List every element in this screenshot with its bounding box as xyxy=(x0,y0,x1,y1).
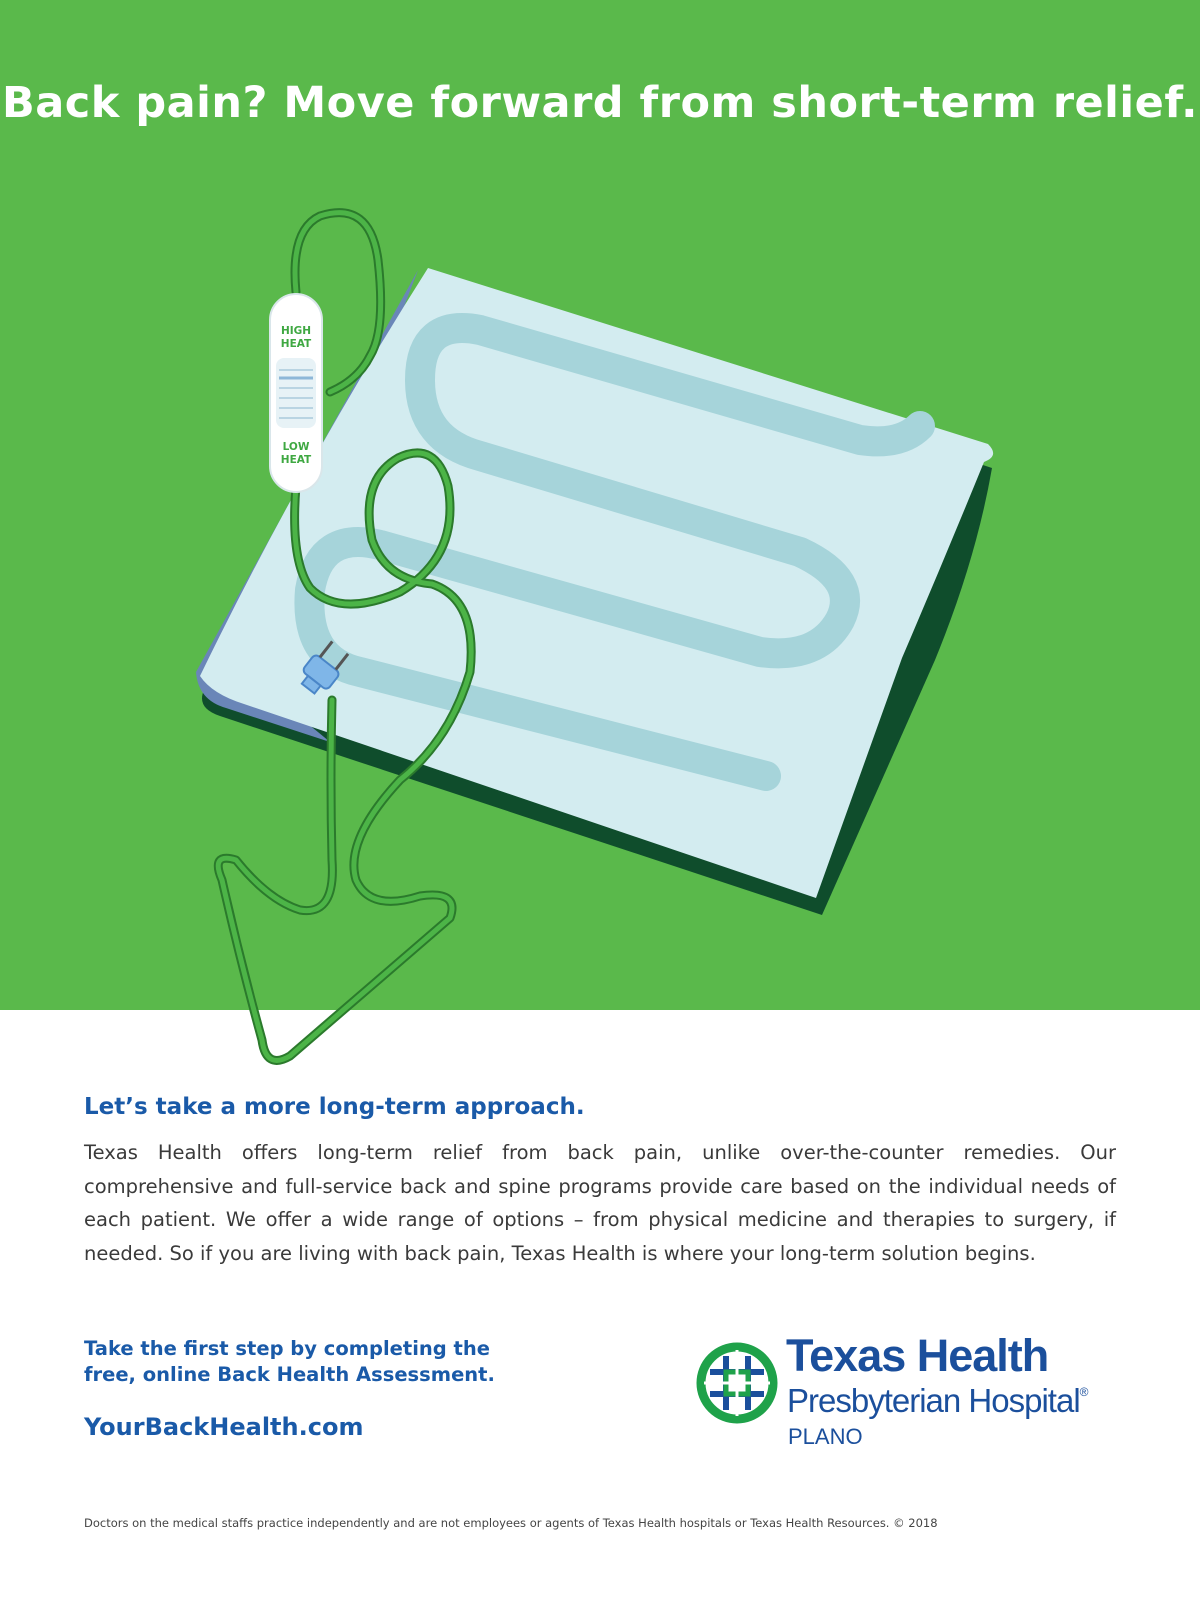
heat-controller xyxy=(270,294,322,492)
registered-mark: ® xyxy=(1079,1385,1088,1399)
logo-city: PLANO xyxy=(788,1424,863,1449)
cta-line-2: free, online Back Health Assessment. xyxy=(84,1363,495,1386)
cross-emblem-icon xyxy=(696,1342,778,1424)
hospital-logo xyxy=(696,1330,1136,1450)
low-heat-label-1: LOW xyxy=(282,441,310,453)
high-heat-label-1: HIGH xyxy=(280,325,312,337)
logo-name: Texas Health xyxy=(786,1330,1049,1381)
section-title: Let’s take a more long-term approach. xyxy=(84,1094,585,1120)
logo-subtitle: Presbyterian Hospital® xyxy=(787,1382,1088,1419)
disclaimer: Doctors on the medical staffs practice independently and are not employees or agents of Texas Health hospitals or Texas Health Resources. © 2018 xyxy=(84,1516,938,1530)
cta-line-1: Take the first step by completing the xyxy=(84,1337,490,1360)
body-paragraph: Texas Health offers long-term relief from back pain, unlike over-the-counter remedies. Our comprehensive and full-service back and spine programs provide care based on the individual needs of each patient. We offer a wide range of options – from physical medicine and therapies to surgery, if needed. So if you are living with back pain, Texas Health is where your long-term solution begins. xyxy=(84,1141,1116,1265)
headline: Back pain? Move forward from short-term relief. xyxy=(1,78,1199,128)
call-to-action xyxy=(84,1336,514,1388)
low-heat-label-2: HEAT xyxy=(280,454,312,466)
website-link[interactable]: YourBackHealth.com xyxy=(84,1413,364,1441)
high-heat-label-2: HEAT xyxy=(280,338,312,350)
